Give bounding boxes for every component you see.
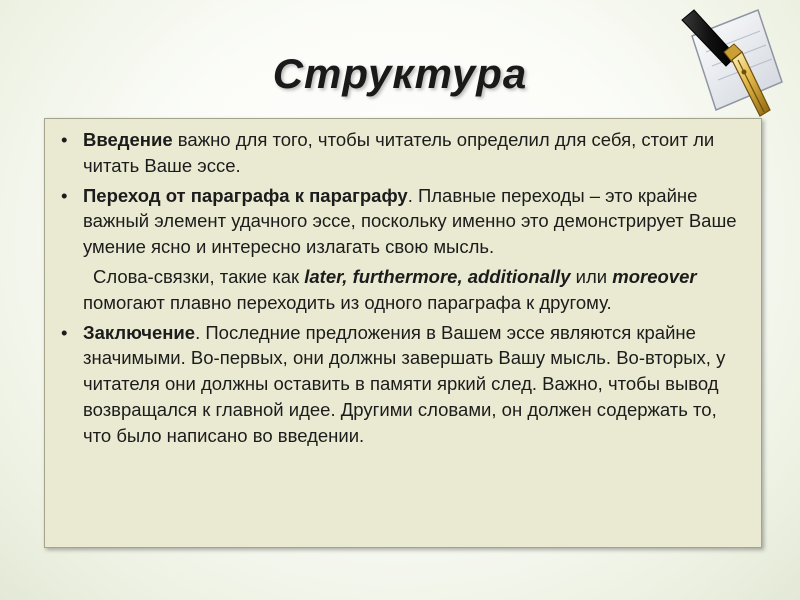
linking-words-text-c: помогают плавно переходить из одного параграфа к другому. [83, 291, 612, 313]
list-item-conclusion [57, 320, 745, 449]
linking-word-sep2: , [457, 265, 468, 287]
bullet-list [57, 127, 745, 449]
term-conclusion: Заключение [83, 321, 196, 343]
introduction-text: важно для того, чтобы читатель определил для себя, стоит ли читать Ваше эссе. [83, 129, 715, 176]
list-item-linking-words [57, 264, 745, 316]
bullet-marker: • [61, 184, 68, 206]
linking-word-furthermore: furthermore [352, 265, 458, 287]
linking-word-moreover: moreover [612, 265, 697, 287]
linking-word-later: later [304, 265, 343, 287]
linking-word-additionally: additionally [467, 265, 571, 287]
bullet-marker: • [61, 129, 68, 150]
conclusion-text: . Последние предложения в Вашем эссе являются крайне значимыми. Во-первых, они должны завершать Вашу мысль. Во-вторых, у читателя они должны оставить в памяти яркий след. Важно, чтобы вывод возвращался к главной идее. Другими словами, он должен содержать то, что было написано во введении. [83, 321, 726, 446]
content-box [44, 118, 762, 548]
linking-word-sep1: , [342, 265, 353, 287]
fountain-pen-icon [672, 6, 784, 124]
term-transition: Переход от параграфа к параграфу [83, 184, 408, 206]
list-item-transition [57, 183, 745, 260]
list-item-introduction [57, 127, 745, 179]
linking-words-text-a: Слова-связки, такие как [93, 265, 305, 287]
linking-words-text-b: или [570, 265, 613, 287]
term-introduction: Введение [83, 129, 173, 150]
transition-text: . Плавные переходы – это крайне важный элемент удачного эссе, поскольку именно это демонстрирует Ваше умение ясно и интересно излагать свою мысль. [83, 184, 737, 258]
bullet-marker: • [61, 321, 68, 343]
slide-title: Структура [272, 50, 528, 97]
